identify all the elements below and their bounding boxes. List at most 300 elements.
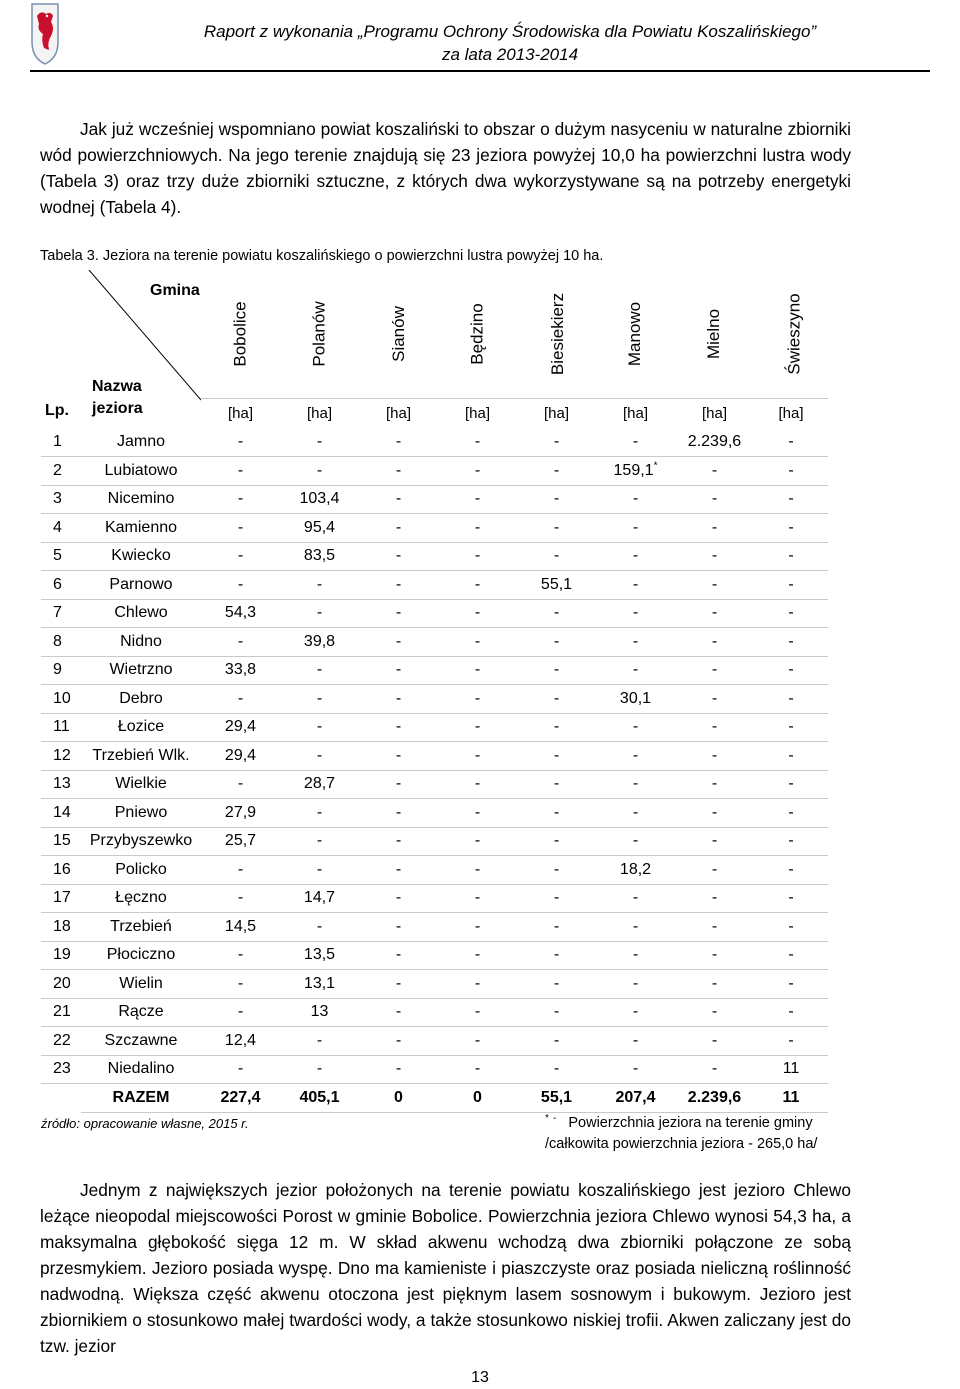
value-text: - <box>395 490 402 508</box>
value-text: 27,9 <box>224 803 257 821</box>
lake-name-text: Przybyszewko <box>89 832 193 850</box>
value-cell <box>517 628 596 657</box>
value-text: - <box>711 689 718 707</box>
lake-name <box>81 428 201 457</box>
value-text: - <box>237 490 244 508</box>
value-text: 11 <box>782 1060 800 1078</box>
value-cell <box>438 799 517 828</box>
value-cell <box>280 571 359 600</box>
row-number: 12 <box>41 742 81 771</box>
value-cell <box>201 884 280 913</box>
value-cell <box>754 628 828 657</box>
value-text: - <box>632 946 639 964</box>
value-text: - <box>474 775 481 793</box>
value-text: - <box>474 490 481 508</box>
value-cell <box>359 685 438 714</box>
value-cell <box>596 827 675 856</box>
row-number: 4 <box>41 514 81 543</box>
value-text: - <box>474 547 481 565</box>
value-cell <box>754 799 828 828</box>
value-cell <box>280 457 359 486</box>
total-value: 207,4 <box>596 1084 675 1113</box>
value-text: - <box>237 1060 244 1078</box>
value-cell <box>517 428 596 457</box>
value-cell <box>359 542 438 571</box>
table-row <box>41 571 828 600</box>
corner-label-nazwa-line-1: Nazwa <box>92 378 142 395</box>
table-row <box>41 713 828 742</box>
value-text: - <box>395 575 402 593</box>
value-text: - <box>237 547 244 565</box>
value-cell <box>280 656 359 685</box>
row-number: 1 <box>41 428 81 457</box>
row-number: 8 <box>41 628 81 657</box>
value-cell <box>754 599 828 628</box>
value-cell <box>359 1055 438 1084</box>
value-text: - <box>788 974 794 992</box>
value-text: - <box>395 889 402 907</box>
unit-cell: [ha] <box>306 404 333 422</box>
value-cell <box>359 571 438 600</box>
page-number: 13 <box>471 1369 489 1386</box>
value-text: - <box>474 1003 481 1021</box>
corner-label-gmina: Gmina <box>150 282 200 299</box>
value-text: - <box>553 946 560 964</box>
value-text: 33,8 <box>224 661 257 679</box>
value-cell <box>675 998 754 1027</box>
value-text: - <box>711 889 718 907</box>
value-cell <box>359 799 438 828</box>
table-row <box>41 599 828 628</box>
value-text: - <box>711 860 718 878</box>
table-row <box>41 941 828 970</box>
value-text: - <box>316 860 323 878</box>
value-text: - <box>788 661 794 679</box>
value-cell <box>280 542 359 571</box>
column-header-label: Świeszyno <box>784 293 804 375</box>
value-text: - <box>395 1031 402 1049</box>
total-value: 0 <box>438 1084 517 1113</box>
value-text: - <box>553 775 560 793</box>
lake-name-text: Wietrzno <box>109 661 173 679</box>
column-header-1 <box>201 270 280 398</box>
value-text: - <box>711 1031 718 1049</box>
value-text: 103,4 <box>299 490 340 508</box>
value-text: - <box>788 604 794 622</box>
value-cell <box>517 856 596 885</box>
column-header-label: Biesiekierz <box>548 292 568 375</box>
row-number: 9 <box>41 656 81 685</box>
column-header-5 <box>517 270 596 398</box>
value-cell <box>359 742 438 771</box>
value-text: - <box>316 433 323 450</box>
value-cell <box>359 884 438 913</box>
value-cell <box>201 998 280 1027</box>
value-text: 159,1 <box>613 461 654 479</box>
value-text: - <box>788 433 794 450</box>
table-footnote <box>545 1113 865 1155</box>
value-text: - <box>788 860 794 878</box>
value-cell <box>438 884 517 913</box>
value-text: 55,1 <box>540 575 573 593</box>
value-text: - <box>788 461 794 479</box>
value-text: - <box>395 946 402 964</box>
corner-label-nazwa-line-2: jeziora <box>92 400 143 417</box>
row-number: 14 <box>41 799 81 828</box>
table-row <box>41 457 828 486</box>
value-text: - <box>395 604 402 622</box>
value-text: - <box>711 832 718 850</box>
lake-name-text: Trzebień <box>110 917 172 935</box>
value-cell <box>596 770 675 799</box>
value-text: 25,7 <box>224 832 257 850</box>
value-text: - <box>711 746 718 764</box>
value-cell <box>280 1055 359 1084</box>
lake-name-text: Łozice <box>117 718 165 736</box>
value-cell <box>596 542 675 571</box>
value-text: - <box>553 461 560 479</box>
value-cell <box>675 514 754 543</box>
value-text: - <box>237 946 244 964</box>
value-text: - <box>788 518 794 536</box>
value-text: - <box>395 433 402 450</box>
value-text: - <box>711 490 718 508</box>
value-cell <box>201 970 280 999</box>
value-text: 54,3 <box>224 604 257 622</box>
lake-name-text: Lubiatowo <box>104 461 178 479</box>
row-number: 7 <box>41 599 81 628</box>
value-text: - <box>474 461 481 479</box>
value-cell <box>359 457 438 486</box>
lake-name <box>81 856 201 885</box>
value-text: - <box>553 661 560 679</box>
note-mark: * <box>653 460 658 472</box>
table-row <box>41 542 828 571</box>
value-text: - <box>395 461 402 479</box>
value-cell <box>359 628 438 657</box>
value-text: - <box>788 718 794 736</box>
lake-name <box>81 770 201 799</box>
unit-cell: [ha] <box>622 404 649 422</box>
value-cell <box>438 571 517 600</box>
value-text: - <box>788 917 794 935</box>
value-cell <box>517 998 596 1027</box>
value-cell <box>675 970 754 999</box>
value-cell <box>675 485 754 514</box>
value-text: - <box>395 860 402 878</box>
value-text: - <box>237 632 244 650</box>
value-text: - <box>632 889 639 907</box>
lake-name-text: Debro <box>119 689 163 707</box>
value-text: - <box>474 1060 481 1078</box>
value-cell <box>280 599 359 628</box>
lake-name <box>81 998 201 1027</box>
value-text: - <box>237 1003 244 1021</box>
value-cell <box>280 856 359 885</box>
value-text: - <box>474 575 481 593</box>
value-text: 28,7 <box>303 775 336 793</box>
value-cell <box>754 428 828 457</box>
lake-name <box>81 1027 201 1056</box>
column-header-label: Bobolice <box>230 301 250 367</box>
value-cell <box>675 1027 754 1056</box>
value-text: - <box>237 775 244 793</box>
value-cell <box>517 770 596 799</box>
value-text: - <box>632 974 639 992</box>
value-text: - <box>395 632 402 650</box>
value-text: - <box>316 1031 323 1049</box>
value-cell <box>596 742 675 771</box>
value-cell <box>596 628 675 657</box>
unit-cell: [ha] <box>385 404 412 422</box>
row-number: 11 <box>41 713 81 742</box>
value-cell <box>438 856 517 885</box>
footnote-dash: - <box>552 1113 557 1125</box>
value-cell <box>517 1027 596 1056</box>
value-text: - <box>316 746 323 764</box>
value-cell <box>596 1055 675 1084</box>
value-text: - <box>553 746 560 764</box>
value-text: - <box>553 889 560 907</box>
value-text: - <box>632 661 639 679</box>
value-cell <box>438 656 517 685</box>
value-cell <box>675 599 754 628</box>
value-cell <box>596 457 675 486</box>
value-cell <box>675 770 754 799</box>
value-text: - <box>711 946 718 964</box>
column-header-label: Mielno <box>704 308 724 359</box>
value-cell <box>517 542 596 571</box>
value-text: - <box>474 946 481 964</box>
value-cell <box>596 514 675 543</box>
value-cell <box>754 485 828 514</box>
value-text: - <box>474 518 481 536</box>
value-text: 14,5 <box>224 917 257 935</box>
value-cell <box>675 827 754 856</box>
lake-name <box>81 742 201 771</box>
row-number: 15 <box>41 827 81 856</box>
value-text: - <box>237 974 244 992</box>
value-cell <box>596 685 675 714</box>
unit-cell: [ha] <box>543 404 570 422</box>
value-text: - <box>395 803 402 821</box>
value-text: - <box>788 490 794 508</box>
value-text: - <box>711 775 718 793</box>
value-text: - <box>474 632 481 650</box>
value-text: - <box>474 746 481 764</box>
row-number: 17 <box>41 884 81 913</box>
value-cell <box>201 770 280 799</box>
value-cell <box>359 428 438 457</box>
value-cell <box>359 713 438 742</box>
row-number: 13 <box>41 770 81 799</box>
value-text: - <box>788 889 794 907</box>
value-text: - <box>395 718 402 736</box>
value-cell <box>596 884 675 913</box>
value-cell <box>754 970 828 999</box>
value-cell <box>517 1055 596 1084</box>
value-cell <box>754 1055 828 1084</box>
value-cell <box>280 428 359 457</box>
value-text: 13 <box>310 1003 329 1021</box>
value-text: - <box>711 518 718 536</box>
value-cell <box>359 998 438 1027</box>
value-text: - <box>788 746 794 764</box>
value-cell <box>280 941 359 970</box>
lake-name-text: Kwiecko <box>111 547 171 565</box>
table-row <box>41 913 828 942</box>
value-cell <box>359 970 438 999</box>
value-text: - <box>711 974 718 992</box>
value-cell <box>596 970 675 999</box>
row-number: 5 <box>41 542 81 571</box>
value-cell <box>675 941 754 970</box>
table-row <box>41 742 828 771</box>
value-cell <box>201 913 280 942</box>
value-cell <box>438 970 517 999</box>
value-text: 2.239,6 <box>687 433 742 450</box>
value-text: - <box>316 718 323 736</box>
value-cell <box>438 685 517 714</box>
value-text: - <box>237 433 244 450</box>
value-text: - <box>553 974 560 992</box>
value-cell <box>754 827 828 856</box>
unit-cell: [ha] <box>778 404 804 422</box>
value-text: - <box>788 832 794 850</box>
value-text: - <box>553 803 560 821</box>
value-cell <box>596 1027 675 1056</box>
value-text: - <box>788 632 794 650</box>
footnote-line-2: /całkowita powierzchnia jeziora - 265,0 ha/ <box>545 1136 818 1152</box>
value-cell <box>675 571 754 600</box>
value-cell <box>201 827 280 856</box>
value-cell <box>438 428 517 457</box>
value-cell <box>438 1055 517 1084</box>
table-row <box>41 428 828 457</box>
value-cell <box>280 713 359 742</box>
value-text: - <box>395 661 402 679</box>
value-text: - <box>474 889 481 907</box>
value-cell <box>280 514 359 543</box>
value-text: - <box>395 689 402 707</box>
value-cell <box>438 941 517 970</box>
value-text: - <box>474 832 481 850</box>
lake-name-text: Rącze <box>118 1003 164 1021</box>
value-text: - <box>632 1031 639 1049</box>
value-cell <box>596 428 675 457</box>
table-row <box>41 628 828 657</box>
value-text: - <box>553 860 560 878</box>
column-header-2 <box>280 270 359 398</box>
value-cell <box>359 1027 438 1056</box>
value-cell <box>675 742 754 771</box>
value-cell <box>675 656 754 685</box>
value-cell <box>596 485 675 514</box>
value-cell <box>754 998 828 1027</box>
lake-name <box>81 514 201 543</box>
value-text: - <box>316 689 323 707</box>
value-text: - <box>316 803 323 821</box>
total-value: 55,1 <box>517 1084 596 1113</box>
value-cell <box>438 457 517 486</box>
row-number: 3 <box>41 485 81 514</box>
value-cell <box>280 799 359 828</box>
row-number: 16 <box>41 856 81 885</box>
value-text: 39,8 <box>303 632 336 650</box>
row-number: 19 <box>41 941 81 970</box>
lake-name-text: Parnowo <box>109 575 173 593</box>
column-header-3 <box>359 270 438 398</box>
value-cell <box>201 742 280 771</box>
value-cell <box>438 913 517 942</box>
value-cell <box>438 770 517 799</box>
value-text: - <box>237 889 244 907</box>
value-cell <box>201 856 280 885</box>
row-number: 20 <box>41 970 81 999</box>
page-header <box>0 0 960 74</box>
lakes-table <box>41 270 828 1113</box>
lake-name <box>81 656 201 685</box>
value-cell <box>596 571 675 600</box>
lake-name-text: Wielkie <box>115 775 167 793</box>
value-text: - <box>711 803 718 821</box>
value-cell <box>201 485 280 514</box>
value-cell <box>754 685 828 714</box>
value-text: - <box>553 832 560 850</box>
lake-name <box>81 1055 201 1084</box>
footnote-mark: * <box>545 1113 549 1125</box>
value-text: - <box>316 461 323 479</box>
value-text: 18,2 <box>619 860 652 878</box>
value-text: - <box>632 433 639 450</box>
value-cell <box>675 428 754 457</box>
value-text: - <box>553 1060 560 1078</box>
row-number: 23 <box>41 1055 81 1084</box>
value-cell <box>201 571 280 600</box>
value-cell <box>517 656 596 685</box>
lake-name <box>81 685 201 714</box>
value-text: - <box>474 860 481 878</box>
row-number: 2 <box>41 457 81 486</box>
value-text: - <box>711 917 718 935</box>
header-divider <box>30 70 930 72</box>
report-title <box>80 20 940 66</box>
value-text: - <box>632 746 639 764</box>
value-cell <box>754 913 828 942</box>
value-text: - <box>632 803 639 821</box>
report-title-line-1: Raport z wykonania „Programu Ochrony Środowiska dla Powiatu Koszalińskiego” <box>203 22 817 41</box>
value-cell <box>201 514 280 543</box>
lake-name <box>81 485 201 514</box>
value-cell <box>754 457 828 486</box>
value-text: - <box>395 547 402 565</box>
value-cell <box>517 514 596 543</box>
lake-name <box>81 913 201 942</box>
value-text: - <box>788 775 794 793</box>
value-text: - <box>316 604 323 622</box>
lake-name-text: Pniewo <box>114 803 168 821</box>
value-cell <box>280 742 359 771</box>
value-cell <box>596 713 675 742</box>
lake-name <box>81 799 201 828</box>
value-cell <box>754 656 828 685</box>
value-cell <box>438 485 517 514</box>
table-row <box>41 656 828 685</box>
value-cell <box>201 1027 280 1056</box>
value-text: - <box>788 946 794 964</box>
value-text: - <box>395 1060 402 1078</box>
lake-name <box>81 941 201 970</box>
